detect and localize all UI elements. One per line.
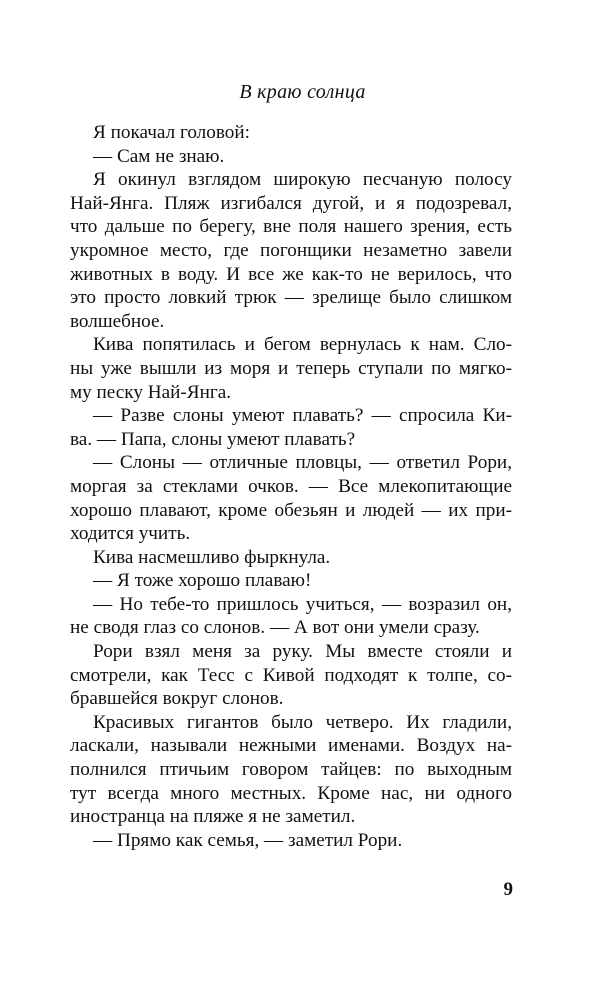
text-line: — Разве слоны умеют плавать? — спросила Ки- bbox=[93, 405, 512, 427]
paragraph bbox=[70, 404, 512, 451]
text-line: укромное место, где погонщики незаметно завели bbox=[70, 239, 512, 261]
running-head: В краю солнца bbox=[239, 81, 366, 103]
text-line: — Сам не знаю. bbox=[93, 145, 225, 167]
text-line: моргая за стеклами очков. — Все млекопитающие bbox=[70, 475, 512, 497]
text-line: — Прямо как семья, — заметил Рори. bbox=[93, 829, 403, 851]
paragraph bbox=[70, 546, 512, 570]
paragraph bbox=[70, 640, 512, 711]
page-number: 9 bbox=[503, 879, 513, 900]
paragraph bbox=[70, 121, 512, 145]
paragraph bbox=[70, 145, 512, 169]
text-line: что дальше по берегу, вне поля нашего зрения, есть bbox=[70, 216, 512, 238]
text-line: ходится учить. bbox=[70, 523, 191, 545]
text-line: ны уже вышли из моря и теперь ступали по мягко- bbox=[70, 357, 512, 379]
body-text bbox=[70, 121, 512, 852]
text-line: му песку Най-Янга. bbox=[70, 381, 232, 403]
text-line: волшебное. bbox=[70, 310, 165, 332]
text-line: иностранца на пляже я не заметил. bbox=[70, 806, 356, 828]
text-line: ласкали, называли нежными именами. Воздух на- bbox=[70, 735, 512, 757]
text-line: Красивых гигантов было четверо. Их гладили, bbox=[93, 711, 512, 733]
text-line: Я покачал головой: bbox=[93, 122, 250, 143]
paragraph bbox=[70, 829, 512, 853]
text-line: — Я тоже хорошо плаваю! bbox=[93, 570, 312, 592]
text-line: Я окинул взглядом широкую песчаную полосу bbox=[93, 169, 512, 191]
text-line: — Слоны — отличные пловцы, — ответил Рори, bbox=[93, 452, 512, 474]
text-line: Кива насмешливо фыркнула. bbox=[93, 546, 331, 568]
paragraph bbox=[70, 711, 512, 829]
paragraph bbox=[70, 569, 512, 593]
paragraph bbox=[70, 593, 512, 640]
text-line: не сводя глаз со слонов. — А вот они умели сразу. bbox=[70, 617, 480, 639]
text-line: полнился птичьим говором тайцев: по выходным bbox=[70, 759, 512, 781]
text-line: хорошо плавают, кроме обезьян и людей — их при- bbox=[70, 499, 512, 521]
text-line: смотрели, как Тесс с Кивой подходят к толпе, со- bbox=[70, 664, 512, 686]
text-line: — Но тебе-то пришлось учиться, — возразил он, bbox=[93, 593, 512, 615]
paragraph bbox=[70, 168, 512, 333]
text-line: это просто ловкий трюк — зрелище было слишком bbox=[70, 287, 512, 309]
paragraph bbox=[70, 333, 512, 404]
text-line: Най-Янга. Пляж изгибался дугой, и я подозревал, bbox=[70, 192, 512, 214]
text-line: Рори взял меня за руку. Мы вместе стояли и bbox=[93, 641, 512, 663]
text-line: Кива попятилась и бегом вернулась к нам. Сло- bbox=[93, 334, 512, 356]
text-line: бравшейся вокруг слонов. bbox=[70, 688, 284, 710]
text-line: животных в воду. И все же как-то не верилось, что bbox=[70, 263, 512, 285]
text-line: тут всегда много местных. Кроме нас, ни одного bbox=[70, 782, 512, 804]
text-line: ва. — Папа, слоны умеют плавать? bbox=[70, 428, 356, 450]
paragraph bbox=[70, 451, 512, 545]
